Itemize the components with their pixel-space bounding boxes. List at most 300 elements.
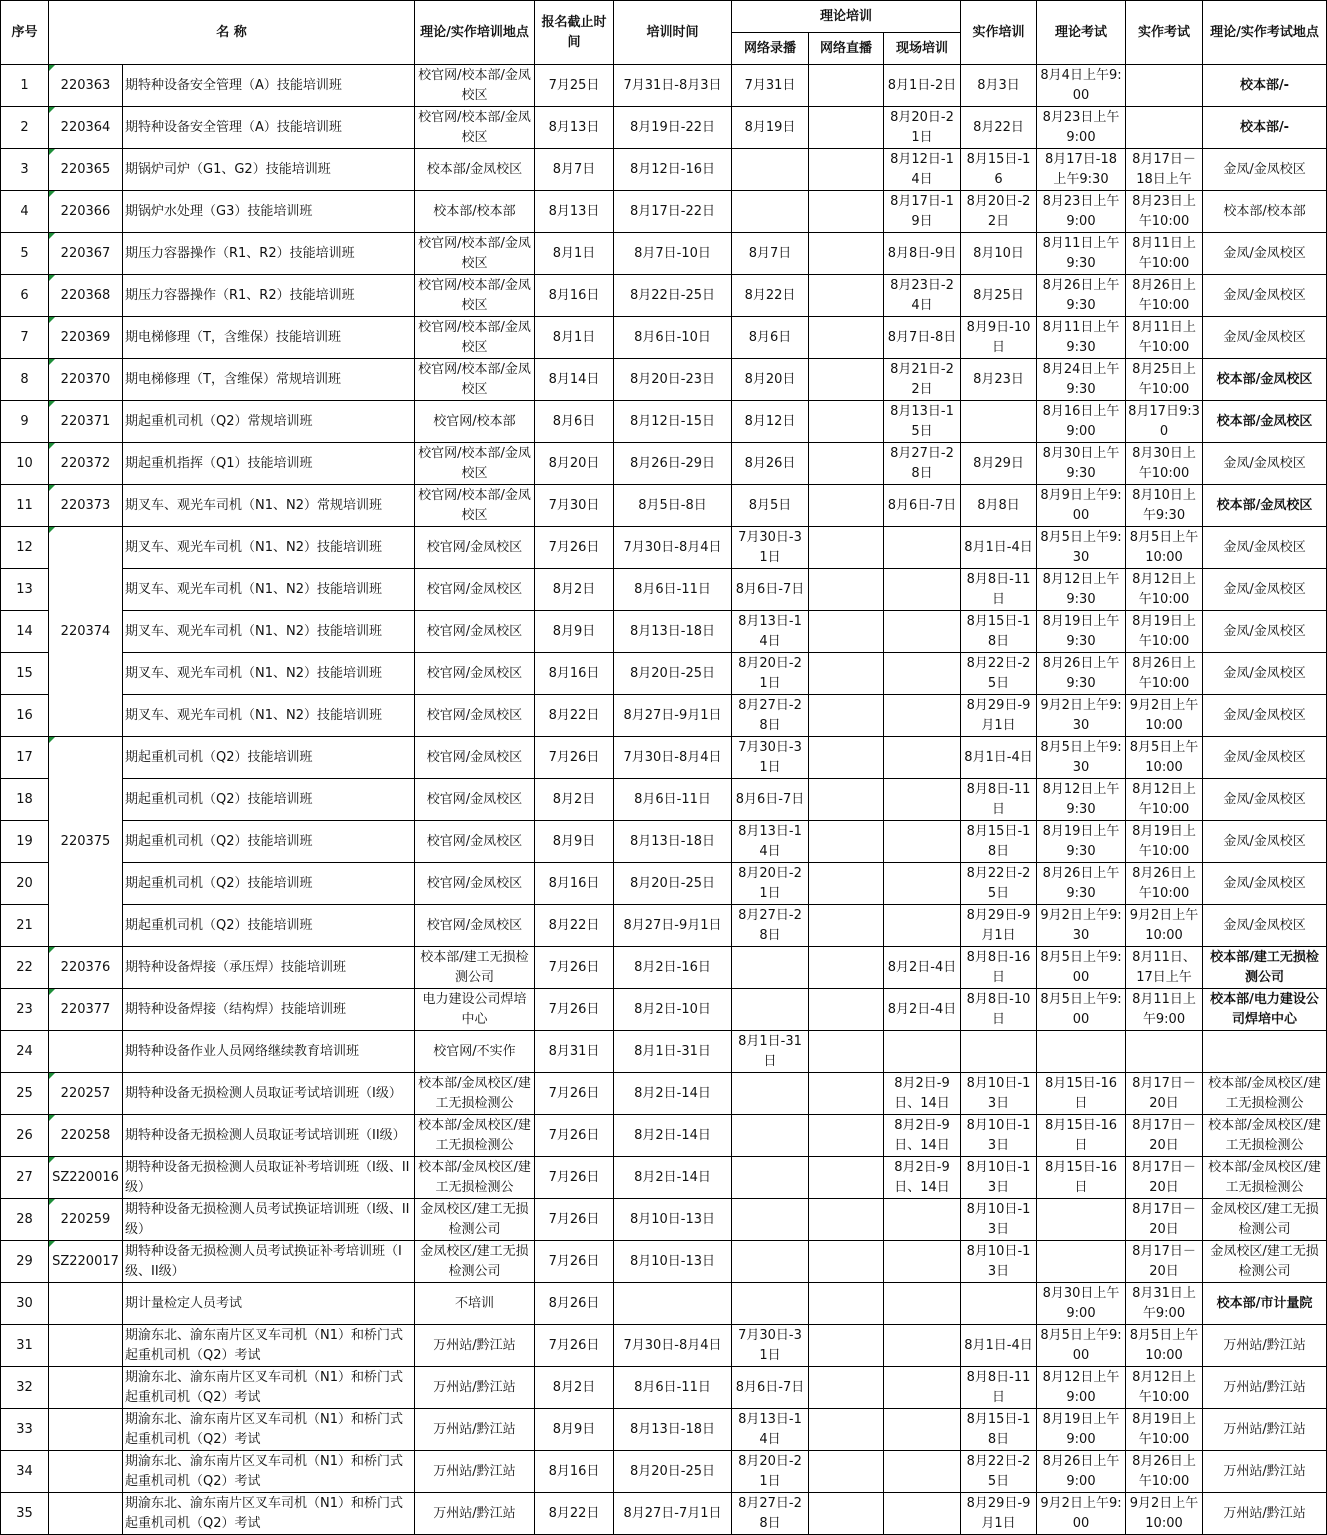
theory-exam-cell [1037,1199,1126,1241]
practical-training-cell: 8月10日-13日 [961,1115,1037,1157]
exam-location-cell: 校本部/校本部 [1203,191,1327,233]
course-name-cell: 期特种设备无损检测人员取证补考培训班（I级、II级） [123,1157,415,1199]
deadline-cell: 8月13日 [535,107,614,149]
deadline-cell: 8月16日 [535,653,614,695]
class-code-cell: 220259 [49,1199,123,1241]
deadline-cell: 7月26日 [535,1199,614,1241]
theory-exam-cell: 8月15日-16日 [1037,1115,1126,1157]
practical-exam-cell: 8月17日－18日上午 [1126,149,1203,191]
onsite-training-cell [884,695,961,737]
training-location-cell: 金凤校区/建工无损检测公司 [415,1241,535,1283]
training-location-cell: 万州站/黔江站 [415,1325,535,1367]
practical-training-cell: 8月1日-4日 [961,1325,1037,1367]
theory-exam-cell: 8月17日-18上午9:30 [1037,149,1126,191]
online-recorded-cell [732,1115,809,1157]
onsite-training-cell [884,779,961,821]
table-row [1,1367,1327,1409]
exam-location-cell: 金凤校区/建工无损检测公司 [1203,1241,1327,1283]
practical-training-cell: 8月3日 [961,65,1037,107]
class-code-cell: 220257 [49,1073,123,1115]
training-location-cell: 校官网/金凤校区 [415,863,535,905]
exam-location-cell: 金凤/金凤校区 [1203,275,1327,317]
practical-exam-cell: 8月5日上午10:00 [1126,1325,1203,1367]
online-live-cell [809,107,884,149]
online-live-cell [809,1283,884,1325]
online-live-cell [809,527,884,569]
course-name-cell: 期起重机司机（Q2）技能培训班 [123,905,415,947]
theory-exam-cell: 9月2日上午9:30 [1037,695,1126,737]
class-code-cell: 220373 [49,485,123,527]
class-code-cell [49,1031,123,1073]
theory-exam-cell: 8月26日上午9:00 [1037,1451,1126,1493]
onsite-training-cell: 8月6日-7日 [884,485,961,527]
online-live-cell [809,65,884,107]
practical-exam-cell: 8月11日、17日上午 [1126,947,1203,989]
practical-exam-cell: 8月26日上午10:00 [1126,275,1203,317]
practical-training-cell: 8月1日-4日 [961,527,1037,569]
theory-exam-cell: 8月5日上午9:30 [1037,527,1126,569]
practical-training-cell: 8月29日 [961,443,1037,485]
online-recorded-cell: 8月12日 [732,401,809,443]
class-code-cell [49,1409,123,1451]
course-name-cell: 期渝东北、渝东南片区叉车司机（N1）和桥门式起重机司机（Q2）考试 [123,1325,415,1367]
exam-location-cell: 金凤/金凤校区 [1203,653,1327,695]
practical-training-cell: 8月15日-18日 [961,1409,1037,1451]
onsite-training-cell: 8月17日-19日 [884,191,961,233]
practical-exam-cell: 8月17日－20日 [1126,1241,1203,1283]
exam-location-cell: 金凤/金凤校区 [1203,527,1327,569]
theory-exam-cell: 9月2日上午9:30 [1037,905,1126,947]
table-row [1,317,1327,359]
training-period-cell: 7月30日-8月4日 [614,737,732,779]
table-row [1,1493,1327,1535]
deadline-cell: 8月14日 [535,359,614,401]
class-code-cell [49,1325,123,1367]
training-location-cell: 校官网/金凤校区 [415,821,535,863]
seq-cell: 7 [1,317,49,359]
exam-location-cell: 校本部/金凤校区/建工无损检测公 [1203,1157,1327,1199]
practical-training-cell [961,1031,1037,1073]
exam-location-cell: 金凤/金凤校区 [1203,233,1327,275]
training-period-cell: 8月22日-25日 [614,275,732,317]
training-period-cell: 8月2日-14日 [614,1157,732,1199]
training-period-cell: 8月13日-18日 [614,821,732,863]
deadline-cell: 8月2日 [535,569,614,611]
table-row [1,485,1327,527]
online-live-cell [809,401,884,443]
training-location-cell: 校官网/校本部/金凤校区 [415,485,535,527]
theory-exam-cell: 8月26日上午9:30 [1037,863,1126,905]
seq-cell: 5 [1,233,49,275]
online-recorded-cell: 8月27日-28日 [732,695,809,737]
theory-exam-cell: 8月4日上午9:00 [1037,65,1126,107]
course-name-cell: 期特种设备焊接（承压焊）技能培训班 [123,947,415,989]
table-row [1,1031,1327,1073]
theory-exam-cell: 8月30日上午9:00 [1037,1283,1126,1325]
training-period-cell: 8月7日-10日 [614,233,732,275]
online-recorded-cell: 8月20日-21日 [732,653,809,695]
training-location-cell: 电力建设公司焊培中心 [415,989,535,1031]
class-code-cell [49,1283,123,1325]
exam-location-cell: 校本部/建工无损检测公司 [1203,947,1327,989]
online-live-cell [809,1367,884,1409]
practical-exam-cell: 8月12日上午10:00 [1126,569,1203,611]
online-recorded-cell: 8月20日 [732,359,809,401]
exam-location-cell: 金凤/金凤校区 [1203,695,1327,737]
training-period-cell: 8月20日-25日 [614,863,732,905]
header-exam-location: 理论/实作考试地点 [1203,1,1327,65]
training-location-cell: 校官网/校本部 [415,401,535,443]
online-recorded-cell: 7月30日-31日 [732,737,809,779]
table-row [1,989,1327,1031]
online-live-cell [809,611,884,653]
training-location-cell: 校本部/建工无损检测公司 [415,947,535,989]
practical-training-cell: 8月10日-13日 [961,1241,1037,1283]
practical-training-cell: 8月22日-25日 [961,653,1037,695]
training-location-cell: 校本部/金凤校区/建工无损检测公 [415,1115,535,1157]
online-live-cell [809,695,884,737]
practical-exam-cell: 8月17日－20日 [1126,1115,1203,1157]
seq-cell: 23 [1,989,49,1031]
deadline-cell: 8月9日 [535,821,614,863]
theory-exam-cell: 8月16日上午9:00 [1037,401,1126,443]
table-row [1,1115,1327,1157]
practical-exam-cell: 8月17日－20日 [1126,1157,1203,1199]
onsite-training-cell: 8月12日-14日 [884,149,961,191]
exam-location-cell: 万州站/黔江站 [1203,1493,1327,1535]
training-period-cell: 7月30日-8月4日 [614,1325,732,1367]
class-code-cell: 220364 [49,107,123,149]
training-period-cell: 8月20日-25日 [614,653,732,695]
practical-exam-cell: 8月30日上午10:00 [1126,443,1203,485]
online-live-cell [809,737,884,779]
seq-cell: 4 [1,191,49,233]
exam-location-cell: 校本部/金凤校区/建工无损检测公 [1203,1073,1327,1115]
onsite-training-cell [884,1325,961,1367]
seq-cell: 15 [1,653,49,695]
online-live-cell [809,275,884,317]
theory-exam-cell: 9月2日上午9:00 [1037,1493,1126,1535]
course-name-cell: 期起重机司机（Q2）技能培训班 [123,821,415,863]
online-recorded-cell [732,1199,809,1241]
practical-exam-cell: 8月17日9:30 [1126,401,1203,443]
course-name-cell: 期特种设备作业人员网络继续教育培训班 [123,1031,415,1073]
practical-training-cell: 8月20日-22日 [961,191,1037,233]
course-name-cell: 期特种设备无损检测人员取证考试培训班（II级） [123,1115,415,1157]
onsite-training-cell [884,569,961,611]
deadline-cell: 7月26日 [535,1073,614,1115]
training-location-cell: 校官网/金凤校区 [415,695,535,737]
exam-location-cell: 金凤校区/建工无损检测公司 [1203,1199,1327,1241]
practical-exam-cell: 8月10日上午9:30 [1126,485,1203,527]
seq-cell: 22 [1,947,49,989]
deadline-cell: 7月26日 [535,1241,614,1283]
deadline-cell: 8月13日 [535,191,614,233]
table-row [1,947,1327,989]
exam-location-cell: 金凤/金凤校区 [1203,863,1327,905]
onsite-training-cell: 8月13日-15日 [884,401,961,443]
online-live-cell [809,1199,884,1241]
practical-exam-cell: 8月26日上午10:00 [1126,863,1203,905]
exam-location-cell: 万州站/黔江站 [1203,1409,1327,1451]
online-recorded-cell: 8月6日-7日 [732,569,809,611]
training-location-cell: 万州站/黔江站 [415,1367,535,1409]
class-code-cell: SZ220017 [49,1241,123,1283]
header-theory-exam: 理论考试 [1037,1,1126,65]
table-row [1,65,1327,107]
practical-training-cell: 8月29日-9月1日 [961,905,1037,947]
course-name-cell: 期压力容器操作（R1、R2）技能培训班 [123,233,415,275]
exam-location-cell: 金凤/金凤校区 [1203,611,1327,653]
training-location-cell: 金凤校区/建工无损检测公司 [415,1199,535,1241]
practical-training-cell: 8月29日-9月1日 [961,1493,1037,1535]
exam-location-cell: 金凤/金凤校区 [1203,569,1327,611]
onsite-training-cell [884,1493,961,1535]
seq-cell: 31 [1,1325,49,1367]
practical-exam-cell [1126,107,1203,149]
practical-exam-cell [1126,65,1203,107]
seq-cell: 33 [1,1409,49,1451]
seq-cell: 28 [1,1199,49,1241]
seq-cell: 2 [1,107,49,149]
practical-training-cell: 8月22日-25日 [961,1451,1037,1493]
seq-cell: 30 [1,1283,49,1325]
header-onsite: 现场培训 [884,33,961,65]
practical-exam-cell: 8月11日上午10:00 [1126,317,1203,359]
practical-exam-cell: 9月2日上午10:00 [1126,1493,1203,1535]
onsite-training-cell [884,611,961,653]
practical-training-cell: 8月8日-16日 [961,947,1037,989]
online-recorded-cell: 8月20日-21日 [732,863,809,905]
class-code-cell: 220368 [49,275,123,317]
training-period-cell: 8月26日-29日 [614,443,732,485]
training-location-cell: 校官网/校本部/金凤校区 [415,359,535,401]
online-live-cell [809,653,884,695]
online-live-cell [809,443,884,485]
table-row [1,905,1327,947]
exam-location-cell: 校本部/电力建设公司焊培中心 [1203,989,1327,1031]
exam-location-cell: 金凤/金凤校区 [1203,821,1327,863]
training-period-cell: 8月13日-18日 [614,1409,732,1451]
seq-cell: 8 [1,359,49,401]
training-period-cell: 8月6日-10日 [614,317,732,359]
exam-location-cell: 金凤/金凤校区 [1203,149,1327,191]
practical-training-cell: 8月8日-11日 [961,779,1037,821]
seq-cell: 32 [1,1367,49,1409]
training-location-cell: 校官网/校本部/金凤校区 [415,233,535,275]
practical-training-cell: 8月29日-9月1日 [961,695,1037,737]
training-location-cell: 校官网/金凤校区 [415,653,535,695]
theory-exam-cell [1037,1031,1126,1073]
table-row [1,737,1327,779]
practical-training-cell: 8月25日 [961,275,1037,317]
table-body [1,65,1327,1535]
course-name-cell: 期起重机司机（Q2）技能培训班 [123,737,415,779]
online-recorded-cell: 8月7日 [732,233,809,275]
class-code-cell: SZ220016 [49,1157,123,1199]
course-name-cell: 期特种设备无损检测人员考试换证补考培训班（I级、II级） [123,1241,415,1283]
online-live-cell [809,233,884,275]
practical-exam-cell: 8月11日上午9:00 [1126,989,1203,1031]
header-deadline: 报名截止时间 [535,1,614,65]
class-code-cell: 220365 [49,149,123,191]
online-recorded-cell [732,1073,809,1115]
online-live-cell [809,905,884,947]
seq-cell: 9 [1,401,49,443]
deadline-cell: 8月9日 [535,1409,614,1451]
course-name-cell: 期特种设备无损检测人员取证考试培训班（I级） [123,1073,415,1115]
onsite-training-cell: 8月2日-9日、14日 [884,1073,961,1115]
online-recorded-cell: 8月26日 [732,443,809,485]
training-location-cell: 校官网/金凤校区 [415,737,535,779]
online-recorded-cell [732,989,809,1031]
practical-training-cell: 8月10日-13日 [961,1157,1037,1199]
course-name-cell: 期渝东北、渝东南片区叉车司机（N1）和桥门式起重机司机（Q2）考试 [123,1493,415,1535]
header-period: 培训时间 [614,1,732,65]
table-row [1,1451,1327,1493]
course-name-cell: 期起重机指挥（Q1）技能培训班 [123,443,415,485]
practical-training-cell: 8月8日-11日 [961,569,1037,611]
deadline-cell: 8月20日 [535,443,614,485]
table-row [1,1283,1327,1325]
training-location-cell: 校官网/校本部/金凤校区 [415,443,535,485]
training-location-cell: 不培训 [415,1283,535,1325]
training-location-cell: 万州站/黔江站 [415,1451,535,1493]
deadline-cell: 8月16日 [535,1451,614,1493]
course-name-cell: 期起重机司机（Q2）常规培训班 [123,401,415,443]
seq-cell: 34 [1,1451,49,1493]
table-row [1,149,1327,191]
online-recorded-cell [732,149,809,191]
online-recorded-cell: 8月22日 [732,275,809,317]
practical-exam-cell: 8月17日－20日 [1126,1073,1203,1115]
deadline-cell: 7月26日 [535,1115,614,1157]
theory-exam-cell: 8月15日-16日 [1037,1073,1126,1115]
training-period-cell: 8月10日-13日 [614,1241,732,1283]
deadline-cell: 7月26日 [535,737,614,779]
theory-exam-cell: 8月30日上午9:30 [1037,443,1126,485]
seq-cell: 17 [1,737,49,779]
training-location-cell: 校官网/金凤校区 [415,569,535,611]
onsite-training-cell [884,1241,961,1283]
training-period-cell: 8月20日-25日 [614,1451,732,1493]
class-code-cell: 220363 [49,65,123,107]
training-location-cell: 校官网/金凤校区 [415,527,535,569]
course-name-cell: 期电梯修理（T，含维保）技能培训班 [123,317,415,359]
course-name-cell: 期渝东北、渝东南片区叉车司机（N1）和桥门式起重机司机（Q2）考试 [123,1367,415,1409]
deadline-cell: 8月16日 [535,275,614,317]
training-period-cell: 8月10日-13日 [614,1199,732,1241]
onsite-training-cell: 8月8日-9日 [884,233,961,275]
table-row [1,233,1327,275]
seq-cell: 25 [1,1073,49,1115]
practical-exam-cell [1126,1031,1203,1073]
theory-exam-cell: 8月5日上午9:30 [1037,737,1126,779]
online-live-cell [809,485,884,527]
course-name-cell: 期特种设备安全管理（A）技能培训班 [123,65,415,107]
training-period-cell: 8月12日-16日 [614,149,732,191]
onsite-training-cell: 8月2日-9日、14日 [884,1157,961,1199]
exam-location-cell: 万州站/黔江站 [1203,1451,1327,1493]
deadline-cell: 8月31日 [535,1031,614,1073]
theory-exam-cell: 8月5日上午9:00 [1037,989,1126,1031]
practical-exam-cell: 8月12日上午10:00 [1126,779,1203,821]
practical-training-cell: 8月22日 [961,107,1037,149]
deadline-cell: 7月26日 [535,989,614,1031]
online-recorded-cell: 8月27日-28日 [732,1493,809,1535]
seq-cell: 6 [1,275,49,317]
training-period-cell: 8月27日-9月1日 [614,695,732,737]
online-live-cell [809,317,884,359]
onsite-training-cell [884,1199,961,1241]
online-live-cell [809,779,884,821]
exam-location-cell: 校本部/市计量院 [1203,1283,1327,1325]
onsite-training-cell: 8月2日-4日 [884,947,961,989]
course-name-cell: 期起重机司机（Q2）技能培训班 [123,863,415,905]
online-live-cell [809,1409,884,1451]
seq-cell: 26 [1,1115,49,1157]
practical-training-cell: 8月10日 [961,233,1037,275]
training-location-cell: 校官网/金凤校区 [415,779,535,821]
training-period-cell: 8月5日-8日 [614,485,732,527]
theory-exam-cell: 8月15日-16日 [1037,1157,1126,1199]
seq-cell: 13 [1,569,49,611]
table-row [1,1073,1327,1115]
exam-location-cell: 金凤/金凤校区 [1203,317,1327,359]
class-code-cell: 220375 [49,737,123,947]
training-period-cell: 8月2日-14日 [614,1115,732,1157]
table-row [1,1409,1327,1451]
seq-cell: 3 [1,149,49,191]
theory-exam-cell: 8月23日上午9:00 [1037,107,1126,149]
online-live-cell [809,1115,884,1157]
online-live-cell [809,1031,884,1073]
seq-cell: 1 [1,65,49,107]
table-row [1,695,1327,737]
practical-training-cell: 8月23日 [961,359,1037,401]
deadline-cell: 8月7日 [535,149,614,191]
onsite-training-cell [884,821,961,863]
onsite-training-cell: 8月27日-28日 [884,443,961,485]
training-location-cell: 校本部/金凤校区 [415,149,535,191]
course-name-cell: 期叉车、观光车司机（N1、N2）技能培训班 [123,695,415,737]
practical-exam-cell: 8月25日上午10:00 [1126,359,1203,401]
seq-cell: 29 [1,1241,49,1283]
practical-training-cell: 8月22日-25日 [961,863,1037,905]
training-period-cell: 8月17日-22日 [614,191,732,233]
training-period-cell: 8月27日-9月1日 [614,905,732,947]
online-recorded-cell: 8月13日-14日 [732,611,809,653]
theory-exam-cell: 8月26日上午9:30 [1037,653,1126,695]
training-period-cell: 8月12日-15日 [614,401,732,443]
class-code-cell: 220367 [49,233,123,275]
onsite-training-cell [884,905,961,947]
theory-exam-cell: 8月23日上午9:00 [1037,191,1126,233]
practical-exam-cell: 8月23日上午10:00 [1126,191,1203,233]
course-name-cell: 期渝东北、渝东南片区叉车司机（N1）和桥门式起重机司机（Q2）考试 [123,1409,415,1451]
class-code-cell: 220376 [49,947,123,989]
seq-cell: 20 [1,863,49,905]
table-row [1,359,1327,401]
table-row [1,1199,1327,1241]
seq-cell: 19 [1,821,49,863]
practical-training-cell: 8月15日-16 [961,149,1037,191]
online-recorded-cell: 8月20日-21日 [732,1451,809,1493]
onsite-training-cell [884,863,961,905]
training-location-cell: 校官网/金凤校区 [415,905,535,947]
training-location-cell: 校官网/校本部/金凤校区 [415,107,535,149]
deadline-cell: 7月25日 [535,65,614,107]
